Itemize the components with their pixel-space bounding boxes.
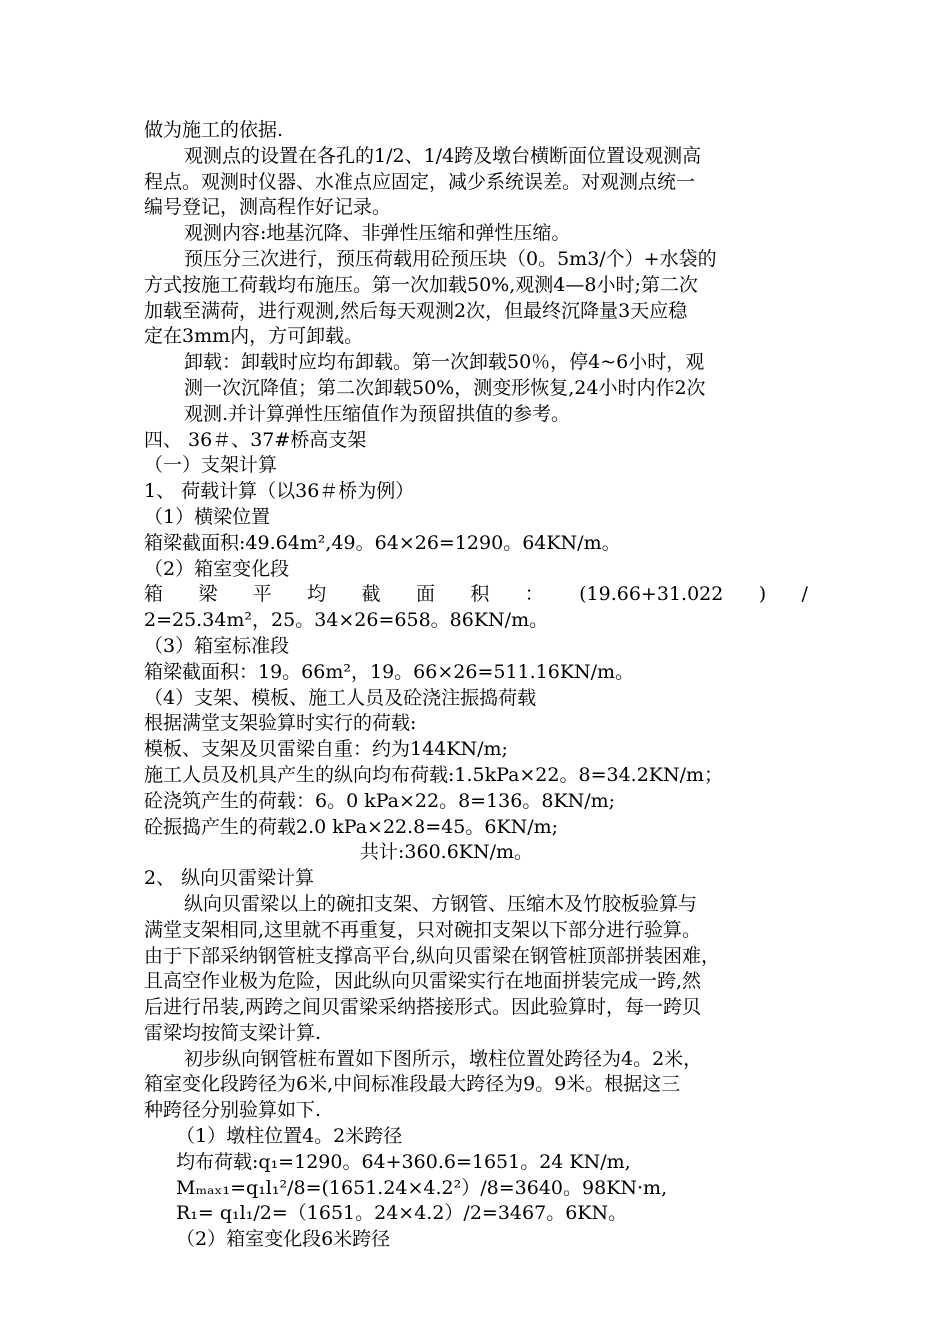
formula-line: Mₘₐₓ₁=q₁l₁²/8=(1651.24×4.2²）/8=3640。98KN·m,: [176, 1176, 668, 1199]
justified-word: 截: [361, 583, 381, 606]
text-line: 种跨径分别验算如下.: [144, 1099, 322, 1122]
text-line: 2=25.34m²，25。34×26=658。86KN/m。: [144, 609, 549, 632]
justified-word: (19.66+31.022: [579, 583, 724, 606]
paragraph-line: 初步纵向钢管桩布置如下图所示，墩柱位置处跨径为4。2米，: [184, 1047, 703, 1070]
justified-word: 梁: [198, 583, 218, 606]
justified-word: 箱: [144, 583, 164, 606]
paragraph-line: 观测点的设置在各孔的1/2、1/4跨及墩台横断面位置设观测高: [184, 144, 702, 167]
item-heading: （4）支架、模板、施工人员及砼浇注振捣荷载: [144, 686, 537, 709]
paragraph-line: 观测内容:地基沉降、非弹性压缩和弹性压缩。: [184, 222, 571, 245]
text-line: 加载至满荷，进行观测,然后每天观测2次，但最终沉降量3天应稳: [144, 299, 688, 322]
subsection-heading: 1、 荷载计算（以36＃桥为例）: [144, 480, 415, 503]
text-line: 后进行吊装,两跨之间贝雷梁采纳搭接形式。因此验算时，每一跨贝: [144, 996, 702, 1019]
subsection-heading: 2、 纵向贝雷梁计算: [144, 867, 315, 890]
text-line: 做为施工的依据.: [144, 119, 284, 141]
item-heading: （1）横梁位置: [144, 505, 271, 528]
paragraph-line: 卸载：卸载时应均布卸载。第一次卸载50％，停4~6小时，观: [184, 351, 705, 374]
section-heading: 四、 36＃、37#桥高支架: [144, 428, 367, 451]
justified-word: ): [758, 583, 767, 606]
document-page: [144, 118, 808, 1253]
text-line: 观测.并计算弹性压缩值作为预留拱值的参考。: [184, 402, 571, 425]
text-line: 雷梁均按简支梁计算.: [144, 1021, 322, 1044]
total-line: 共计:360.6KN/m。: [360, 841, 534, 864]
text-line: 且高空作业极为危险，因此纵向贝雷梁实行在地面拼装完成一跨,然: [144, 970, 702, 993]
justified-line: [144, 582, 808, 608]
subsection-heading: （一）支架计算: [144, 454, 278, 477]
text-line: 编号登记，测高程作好记录。: [144, 196, 392, 219]
text-line: 箱室变化段跨径为6米,中间标准段最大跨径为9。9米。根据这三: [144, 1073, 681, 1096]
text-line: 箱梁截面积：19。66m²，19。66×26=511.16KN/m。: [144, 660, 635, 683]
text-line: 施工人员及机具产生的纵向均布荷载:1.5kPa×22。8=34.2KN/m；: [144, 763, 724, 786]
formula-line: 均布荷载:q₁=1290。64+360.6=1651。24 KN/m,: [176, 1150, 631, 1173]
text-line: 砼浇筑产生的荷载：6。0 kPa×22。8=136。8KN/m;: [144, 789, 616, 812]
text-line: 箱梁截面积:49.64m²,49。64×26=1290。64KN/m。: [144, 531, 621, 554]
justified-word: 面: [415, 583, 435, 606]
text-line: 满堂支架相同,这里就不再重复，只对碗扣支架以下部分进行验算。: [144, 918, 702, 941]
formula-line: R₁= q₁l₁/2=（1651。24×4.2）/2=3467。6KN。: [176, 1202, 628, 1225]
text-line: 根据满堂支架验算时实行的荷载:: [144, 712, 417, 735]
item-heading: （2）箱室变化段: [144, 557, 290, 580]
text-line: 定在3mm内，方可卸载。: [144, 325, 364, 348]
text-line: 方式按施工荷载均布施压。第一次加载50%,观测4—8小时;第二次: [144, 273, 698, 296]
justified-word: ：: [524, 583, 544, 606]
item-heading: （1）墩柱位置4。2米跨径: [176, 1125, 403, 1148]
justified-word: 积: [470, 583, 490, 606]
justified-word: 平: [252, 583, 272, 606]
text-line: 砼振捣产生的荷载2.0 kPa×22.8=45。6KN/m;: [144, 815, 559, 838]
item-heading: （3）箱室标准段: [144, 634, 290, 657]
text-line: 模板、支架及贝雷梁自重：约为144KN/m;: [144, 738, 508, 761]
text-line: 测一次沉降值；第二次卸载50%，测变形恢复,24小时内作2次: [184, 376, 706, 399]
justified-word: 均: [307, 583, 327, 606]
item-heading: （2）箱室变化段6米跨径: [176, 1228, 391, 1251]
paragraph-line: 预压分三次进行，预压荷载用砼预压块（0。5m3/个）+水袋的: [184, 247, 717, 270]
text-line: 程点。观测时仪器、水准点应固定，减少系统误差。对观测点统一: [144, 170, 696, 193]
justified-word: /: [801, 583, 808, 606]
paragraph-line: 纵向贝雷梁以上的碗扣支架、方钢管、压缩木及竹胶板验算与: [184, 892, 698, 915]
text-line: 由于下部采纳钢管桩支撑高平台,纵向贝雷梁在钢管桩顶部拼装困难，: [144, 944, 721, 967]
